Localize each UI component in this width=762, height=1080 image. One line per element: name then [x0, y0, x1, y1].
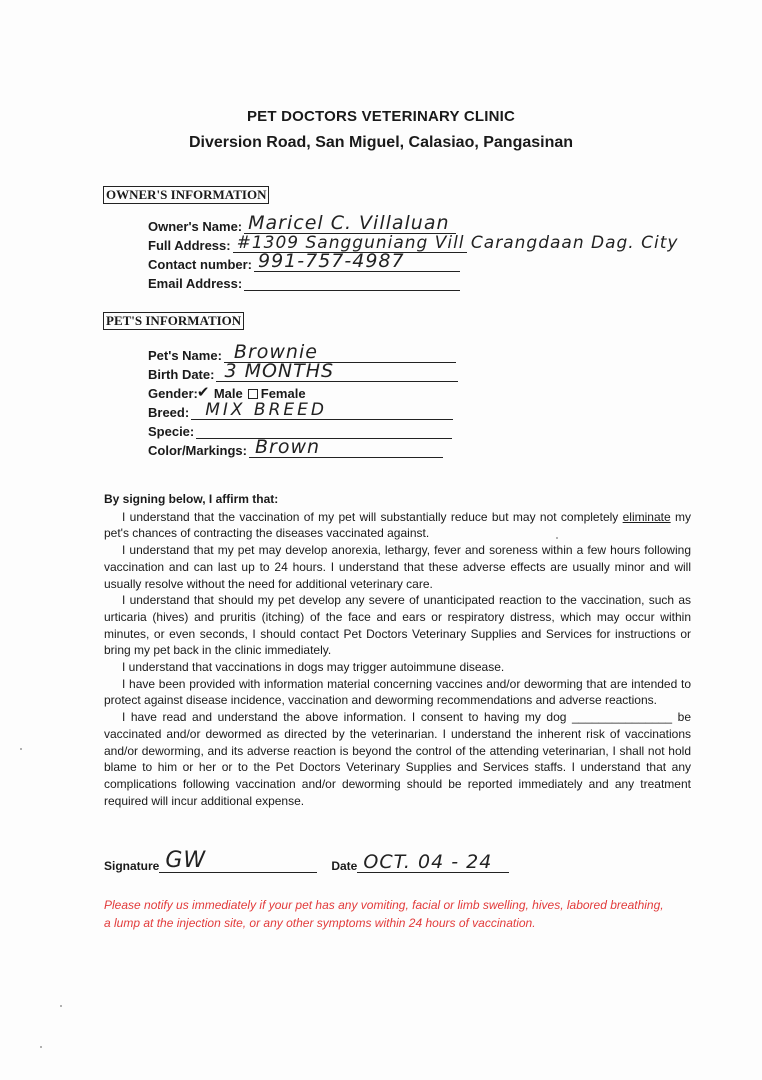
birth-date-field[interactable] — [216, 360, 458, 382]
breed-value: MIX BREED — [205, 400, 327, 420]
date-field[interactable] — [357, 851, 509, 873]
clinic-name: PET DOCTORS VETERINARY CLINIC — [246, 108, 516, 125]
owner-name-field[interactable] — [244, 212, 456, 234]
breed-field[interactable] — [191, 400, 453, 420]
owner-name-value: Maricel C. Villaluan — [248, 212, 450, 234]
signature-row — [104, 848, 509, 873]
owner-contact-label: Contact number: — [148, 257, 252, 272]
affirmation-paragraph: I have been provided with information material concerning vaccines and/or deworming that are intended to protect against disease incidence, vaccination and deworming recommendations and adverse reactions. — [104, 676, 691, 708]
owner-name-label: Owner's Name: — [148, 219, 243, 234]
breed-row — [148, 400, 453, 420]
owner-email-row — [148, 276, 460, 291]
gender-row — [148, 383, 306, 401]
signature-value: GW — [165, 848, 207, 873]
scan-speck — [40, 1046, 42, 1048]
affirmation-underlined-text: eliminate — [622, 509, 671, 524]
affirmation-paragraph: I understand that should my pet develop any severe of unanticipated reaction to the vaccination, such as urticaria (hives) and pruritis (itching) of the face and ears or respiratory distress, which may occur within minutes, or even seconds, I should contact Pet Doctors Veterinary Supplies and Services for instructions or bring my pet back in the clinic immediately. — [104, 593, 691, 658]
species-label: Specie: — [148, 424, 195, 439]
birth-date-row — [148, 360, 458, 382]
owner-contact-field[interactable] — [254, 250, 460, 272]
affirmation-lead: By signing below, I affirm that: — [104, 492, 279, 506]
signature-label: Signature — [104, 859, 160, 873]
owner-contact-value: 991-757-4987 — [258, 250, 405, 272]
vaccination-notice: Please notify us immediately if your pet has any vomiting, facial or limb swelling, hives, labored breathing, a lump at the injection site, or any other symptoms within 24 hours of vaccination. — [104, 898, 664, 930]
clinic-address: Diversion Road, San Miguel, Calasiao, Pangasinan — [188, 134, 574, 151]
affirmation-text: I understand that the vaccination of my pet will substantially reduce but may not completely — [122, 509, 623, 524]
owner-address-label: Full Address: — [148, 238, 231, 253]
scan-speck — [60, 1005, 62, 1007]
gender-male-label: Male — [213, 386, 243, 401]
pet-name-value: Brownie — [233, 341, 318, 363]
affirmation-text: my pet's chances of contracting the diseases vaccinated against. — [104, 509, 691, 541]
species-field[interactable] — [196, 424, 452, 439]
color-value: Brown — [254, 436, 321, 458]
affirmation-block — [104, 491, 691, 809]
owner-email-field[interactable] — [244, 276, 460, 291]
color-field[interactable] — [249, 436, 443, 458]
color-label: Color/Markings: — [148, 443, 247, 458]
date-label: Date — [331, 859, 358, 873]
signature-field[interactable] — [159, 848, 317, 873]
gender-female-label: Female — [260, 386, 306, 401]
pet-section-heading: PET'S INFORMATION — [103, 312, 244, 330]
birth-date-label: Birth Date: — [148, 367, 215, 382]
gender-label: Gender: — [148, 386, 198, 401]
gender-female-checkbox[interactable] — [248, 389, 258, 399]
owner-contact-row — [148, 250, 460, 272]
birth-date-value: 3 MONTHS — [224, 360, 335, 382]
date-value: OCT. 04 - 24 — [363, 851, 493, 873]
color-row — [148, 436, 443, 458]
owner-name-row — [148, 212, 456, 234]
owner-section-heading: OWNER'S INFORMATION — [103, 186, 269, 204]
affirmation-paragraph: I understand that my pet may develop anorexia, lethargy, fever and soreness within a few hours following vaccination and can last up to 24 hours. I understand that these adverse effects are usually minor and will usually resolve without the need for additional veterinary care. — [104, 543, 691, 591]
affirmation-paragraph: I understand that vaccinations in dogs may trigger autoimmune disease. — [122, 660, 505, 675]
checkmark-icon: ✔ — [196, 383, 210, 401]
affirmation-paragraph — [104, 509, 691, 542]
owner-email-label: Email Address: — [148, 276, 243, 291]
scan-speck — [556, 537, 558, 539]
scan-speck — [20, 748, 22, 750]
breed-label: Breed: — [148, 405, 190, 420]
owner-address-value: #1309 Sangguniang Vill Carangdaan Dag. City — [236, 233, 679, 253]
pet-name-label: Pet's Name: — [148, 348, 222, 363]
affirmation-paragraph: I have read and understand the above information. I consent to having my dog _______________ be vaccinated and/or dewormed as directed by the veterinarian. I understand the inherent risk of vaccinations and/or deworming, and its adverse reaction is beyond the control of the attending veterinarian, I shall not hold blame to him or her or to the Pet Doctors Veterinary Supplies and Services staffs. I understand that any complications following vaccination and/or deworming should be reported immediately and any treatment required will incur additional expense. — [104, 710, 691, 808]
